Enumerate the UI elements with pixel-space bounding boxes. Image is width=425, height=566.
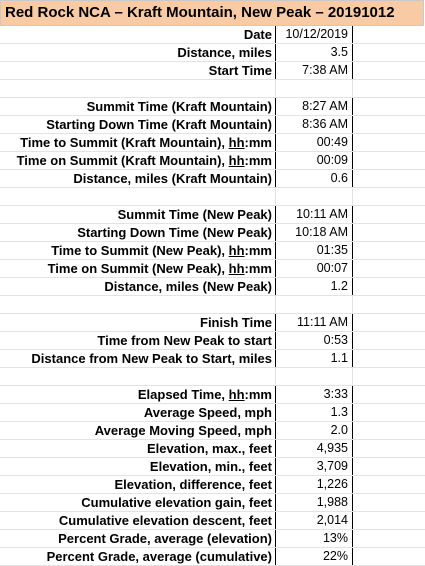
row-label-cell[interactable]: Date <box>0 26 276 43</box>
row-value-cell[interactable] <box>277 80 353 97</box>
empty-cell[interactable] <box>353 548 425 565</box>
row-value-cell[interactable]: 13% <box>277 530 353 547</box>
row-value-cell[interactable]: 4,935 <box>277 440 353 457</box>
row-value-cell[interactable] <box>277 296 353 313</box>
empty-cell[interactable] <box>353 278 425 295</box>
empty-cell[interactable] <box>353 224 425 241</box>
row-label-cell[interactable]: Distance, miles <box>0 44 276 61</box>
table-row <box>0 98 425 116</box>
row-label-cell[interactable]: Starting Down Time (Kraft Mountain) <box>0 116 276 133</box>
row-label-cell[interactable]: Distance, miles (Kraft Mountain) <box>0 170 276 187</box>
table-row <box>0 404 425 422</box>
empty-cell[interactable] <box>353 422 425 439</box>
row-label-cell[interactable]: Finish Time <box>0 314 276 331</box>
empty-cell[interactable] <box>353 242 425 259</box>
empty-cell[interactable] <box>353 62 425 79</box>
row-value-cell[interactable]: 3,709 <box>277 458 353 475</box>
row-label-cell[interactable]: Time on Summit (Kraft Mountain), hh:mm <box>0 152 276 169</box>
row-value-cell[interactable]: 00:49 <box>277 134 353 151</box>
table-row <box>0 548 425 566</box>
underlined-text: hh <box>228 243 245 258</box>
empty-cell[interactable] <box>353 170 425 187</box>
row-label-cell[interactable]: Percent Grade, average (cumulative) <box>0 548 276 565</box>
row-value-cell[interactable]: 00:09 <box>277 152 353 169</box>
empty-cell[interactable] <box>353 512 425 529</box>
sheet-title-cell[interactable]: Red Rock NCA – Kraft Mountain, New Peak – 20191012 <box>0 0 424 26</box>
row-label-cell[interactable] <box>0 368 276 385</box>
row-value-cell[interactable]: 10:11 AM <box>277 206 353 223</box>
row-value-cell[interactable]: 10:18 AM <box>277 224 353 241</box>
table-row <box>0 260 425 278</box>
empty-cell[interactable] <box>353 314 425 331</box>
row-value-cell[interactable]: 3:33 <box>277 386 353 403</box>
table-row <box>0 278 425 296</box>
table-row <box>0 530 425 548</box>
table-row <box>0 242 425 260</box>
empty-cell[interactable] <box>353 26 425 43</box>
row-label-cell[interactable]: Cumulative elevation descent, feet <box>0 512 276 529</box>
row-value-cell[interactable]: 2,014 <box>277 512 353 529</box>
empty-cell[interactable] <box>353 44 425 61</box>
table-row <box>0 386 425 404</box>
row-value-cell[interactable]: 0.6 <box>277 170 353 187</box>
empty-cell[interactable] <box>353 494 425 511</box>
row-label-cell[interactable] <box>0 188 276 205</box>
empty-cell[interactable] <box>353 368 425 385</box>
table-row <box>0 62 425 80</box>
empty-cell[interactable] <box>353 296 425 313</box>
data-grid <box>0 26 425 566</box>
empty-cell[interactable] <box>353 404 425 421</box>
row-label-cell[interactable]: Summit Time (Kraft Mountain) <box>0 98 276 115</box>
table-row <box>0 224 425 242</box>
row-label-cell[interactable]: Elevation, min., feet <box>0 458 276 475</box>
row-label-cell[interactable] <box>0 296 276 313</box>
empty-cell[interactable] <box>353 152 425 169</box>
row-label-cell[interactable]: Percent Grade, average (elevation) <box>0 530 276 547</box>
empty-cell[interactable] <box>353 80 425 97</box>
table-row <box>0 512 425 530</box>
table-row <box>0 350 425 368</box>
table-row <box>0 422 425 440</box>
underlined-text: hh <box>228 135 245 150</box>
row-label-cell[interactable]: Elevation, max., feet <box>0 440 276 457</box>
empty-cell[interactable] <box>353 530 425 547</box>
spacer-row <box>0 80 425 98</box>
row-label-cell[interactable]: Cumulative elevation gain, feet <box>0 494 276 511</box>
table-row <box>0 458 425 476</box>
row-value-cell[interactable]: 22% <box>277 548 353 565</box>
row-value-cell[interactable]: 1.2 <box>277 278 353 295</box>
empty-cell[interactable] <box>353 386 425 403</box>
row-value-cell[interactable]: 00:07 <box>277 260 353 277</box>
empty-cell[interactable] <box>353 440 425 457</box>
row-value-cell[interactable]: 1.1 <box>277 350 353 367</box>
row-value-cell[interactable]: 11:11 AM <box>277 314 353 331</box>
row-label-cell[interactable]: Starting Down Time (New Peak) <box>0 224 276 241</box>
underlined-text: hh <box>228 261 245 276</box>
row-value-cell[interactable]: 8:36 AM <box>277 116 353 133</box>
underlined-text: hh <box>228 387 245 402</box>
table-row <box>0 44 425 62</box>
empty-cell[interactable] <box>353 458 425 475</box>
row-label-cell[interactable]: Distance, miles (New Peak) <box>0 278 276 295</box>
empty-cell[interactable] <box>353 206 425 223</box>
table-row <box>0 314 425 332</box>
table-row <box>0 26 425 44</box>
row-value-cell[interactable]: 2.0 <box>277 422 353 439</box>
table-row <box>0 332 425 350</box>
row-label-cell[interactable]: Time on Summit (New Peak), hh:mm <box>0 260 276 277</box>
row-label-cell[interactable]: Summit Time (New Peak) <box>0 206 276 223</box>
table-row <box>0 134 425 152</box>
empty-cell[interactable] <box>353 332 425 349</box>
spacer-row <box>0 296 425 314</box>
row-value-cell[interactable]: 1,226 <box>277 476 353 493</box>
row-label-cell[interactable]: Time to Summit (New Peak), hh:mm <box>0 242 276 259</box>
empty-cell[interactable] <box>353 476 425 493</box>
table-row <box>0 494 425 512</box>
empty-cell[interactable] <box>353 134 425 151</box>
row-value-cell[interactable]: 01:35 <box>277 242 353 259</box>
table-row <box>0 152 425 170</box>
row-label-cell[interactable]: Start Time <box>0 62 276 79</box>
table-row <box>0 206 425 224</box>
row-value-cell[interactable] <box>277 368 353 385</box>
empty-cell[interactable] <box>353 98 425 115</box>
row-value-cell[interactable]: 0:53 <box>277 332 353 349</box>
underlined-text: hh <box>228 153 245 168</box>
row-label-cell[interactable] <box>0 80 276 97</box>
row-value-cell[interactable]: 8:27 AM <box>277 98 353 115</box>
empty-cell[interactable] <box>353 116 425 133</box>
spacer-row <box>0 188 425 206</box>
empty-cell[interactable] <box>353 260 425 277</box>
row-label-cell[interactable]: Average Moving Speed, mph <box>0 422 276 439</box>
row-label-cell[interactable]: Distance from New Peak to Start, miles <box>0 350 276 367</box>
row-label-cell[interactable]: Elapsed Time, hh:mm <box>0 386 276 403</box>
row-value-cell[interactable] <box>277 188 353 205</box>
spacer-row <box>0 368 425 386</box>
table-row <box>0 116 425 134</box>
row-value-cell[interactable]: 3.5 <box>277 44 353 61</box>
table-row <box>0 170 425 188</box>
row-label-cell[interactable]: Average Speed, mph <box>0 404 276 421</box>
empty-cell[interactable] <box>353 188 425 205</box>
table-row <box>0 440 425 458</box>
row-value-cell[interactable]: 7:38 AM <box>277 62 353 79</box>
row-label-cell[interactable]: Elevation, difference, feet <box>0 476 276 493</box>
row-value-cell[interactable]: 1,988 <box>277 494 353 511</box>
row-label-cell[interactable]: Time from New Peak to start <box>0 332 276 349</box>
table-row <box>0 476 425 494</box>
row-value-cell[interactable]: 1.3 <box>277 404 353 421</box>
empty-cell[interactable] <box>353 350 425 367</box>
row-value-cell[interactable]: 10/12/2019 <box>277 26 353 43</box>
row-label-cell[interactable]: Time to Summit (Kraft Mountain), hh:mm <box>0 134 276 151</box>
